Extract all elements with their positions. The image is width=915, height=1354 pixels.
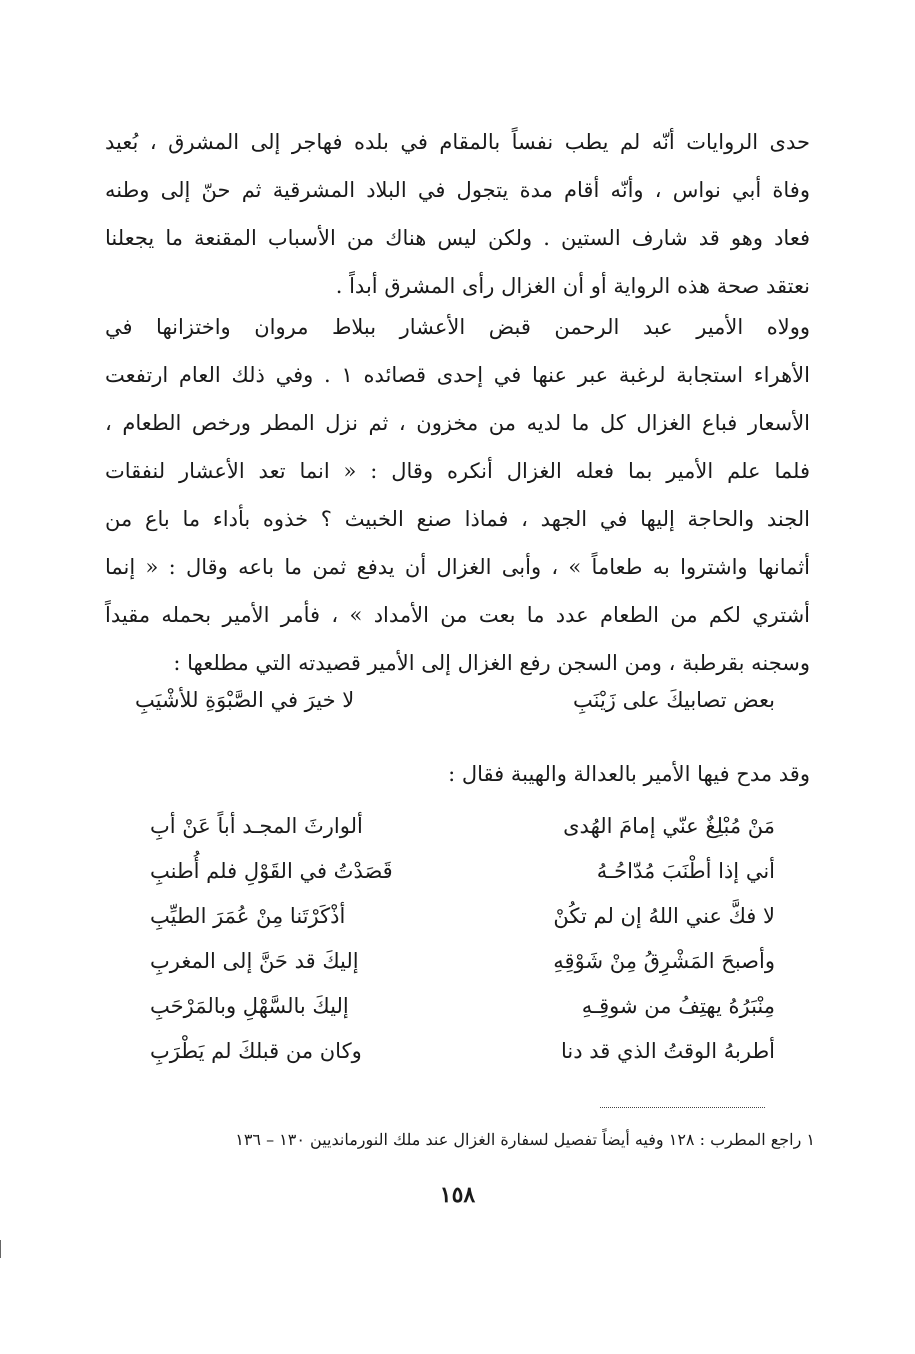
text-line: الأهراء استجابة لرغبة عبر عنها في إحدى قصائده ١ . وفي ذلك العام ارتفعت <box>105 363 810 387</box>
page-number: ١٥٨ <box>439 1182 476 1208</box>
paragraph-1 <box>105 118 810 310</box>
poem <box>150 814 775 1084</box>
verse-second-hemistich: إليكَ قد حَنَّ إلى المغربِ <box>150 949 359 973</box>
text-line: فعاد وهو قد شارف الستين . ولكن ليس هناك من الأسباب المقنعة ما يجعلنا <box>105 226 810 250</box>
poem-couplet <box>150 994 775 1039</box>
verse-second-hemistich: قَصَدْتُ في القَوْلِ فلم أُطنبِ <box>150 859 393 883</box>
footnote: ١ راجع المطرب : ١٢٨ وفيه أيضاً تفصيل لسفارة الغزال عند ملك النورمانديين ١٣٠ – ١٣٦ <box>235 1130 815 1149</box>
text-line: وسجنه بقرطبة ، ومن السجن رفع الغزال إلى الأمير قصيدته التي مطلعها : <box>173 651 810 675</box>
text-line: أثمانها واشتروا به طعاماً » ، وأبى الغزال أن يدفع ثمن ما باعه وقال : « إنما <box>105 555 810 579</box>
poem-couplet <box>150 949 775 994</box>
opening-verse <box>135 688 775 728</box>
text-line: حدى الروايات أنّه لم يطب نفساً بالمقام في بلده فهاجر إلى المشرق ، بُعيد <box>105 130 810 154</box>
text-line: الأسعار فباع الغزال كل ما لديه من مخزون ، ثم نزل المطر ورخص الطعام ، <box>105 411 810 435</box>
verse-second-hemistich: لا خيرَ في الصَّبْوَةِ للأشْيَبِ <box>135 688 355 712</box>
verse-first-hemistich: أني إذا أطْنَبَ مُدّاحُـهُ <box>596 859 775 883</box>
verse-first-hemistich: مَنْ مُبْلِغٌ عنّي إمامَ الهُدى <box>563 814 775 838</box>
text-line: نعتقد صحة هذه الرواية أو أن الغزال رأى المشرق أبداً . <box>335 274 810 298</box>
footnote-divider <box>600 1107 765 1108</box>
verse-second-hemistich: ألوارثَ المجـد أباً عَنْ أبِ <box>150 814 363 838</box>
verse-second-hemistich: أذْكَرْتَنا مِنْ عُمَرَ الطيِّبِ <box>150 904 346 928</box>
text-line: وولاه الأمير عبد الرحمن قبض الأعشار ببلاط مروان واختزانها في <box>105 315 810 339</box>
verse-second-hemistich: إليكَ بالسَّهْلِ وبالمَرْحَبِ <box>150 994 349 1018</box>
verse-first-hemistich: أطربهُ الوقتُ الذي قد دنا <box>560 1039 775 1063</box>
verse-first-hemistich: بعض تصابيكَ على زَيْنَبِ <box>573 688 775 712</box>
poem-couplet <box>150 859 775 904</box>
verse-first-hemistich: مِنْبَرُهُ يهتِفُ من شوقِـهِ <box>581 994 775 1018</box>
text-line: وفاة أبي نواس ، وأنّه أقام مدة يتجول في البلاد المشرقية ثم حنّ إلى وطنه <box>105 178 810 202</box>
text-line: فلما علم الأمير بما فعله الغزال أنكره وقال : « انما تعد الأعشار لنفقات <box>105 459 810 483</box>
paragraph-2 <box>105 303 810 687</box>
text-line: الجند والحاجة إليها في الجهد ، فماذا صنع الخبيث ؟ خذوه بأداء ما باع من <box>105 507 810 531</box>
verse-second-hemistich: وكان من قبلكَ لم يَطْرَبِ <box>150 1039 362 1063</box>
poem-couplet <box>150 814 775 859</box>
poem-intro: وقد مدح فيها الأمير بالعدالة والهيبة فقال : <box>448 762 810 786</box>
poem-couplet <box>150 1039 775 1084</box>
poem-couplet <box>150 904 775 949</box>
verse-first-hemistich: لا فكَّ عني اللهُ إن لم تكُنْ <box>553 904 775 928</box>
text-line: أشتري لكم من الطعام عدد ما بعت من الأمداد » ، فأمر الأمير بحمله مقيداً <box>105 603 810 627</box>
verse-first-hemistich: وأصبحَ المَشْرِقُ مِنْ شَوْقِهِ <box>553 949 775 973</box>
margin-mark <box>0 1240 7 1258</box>
